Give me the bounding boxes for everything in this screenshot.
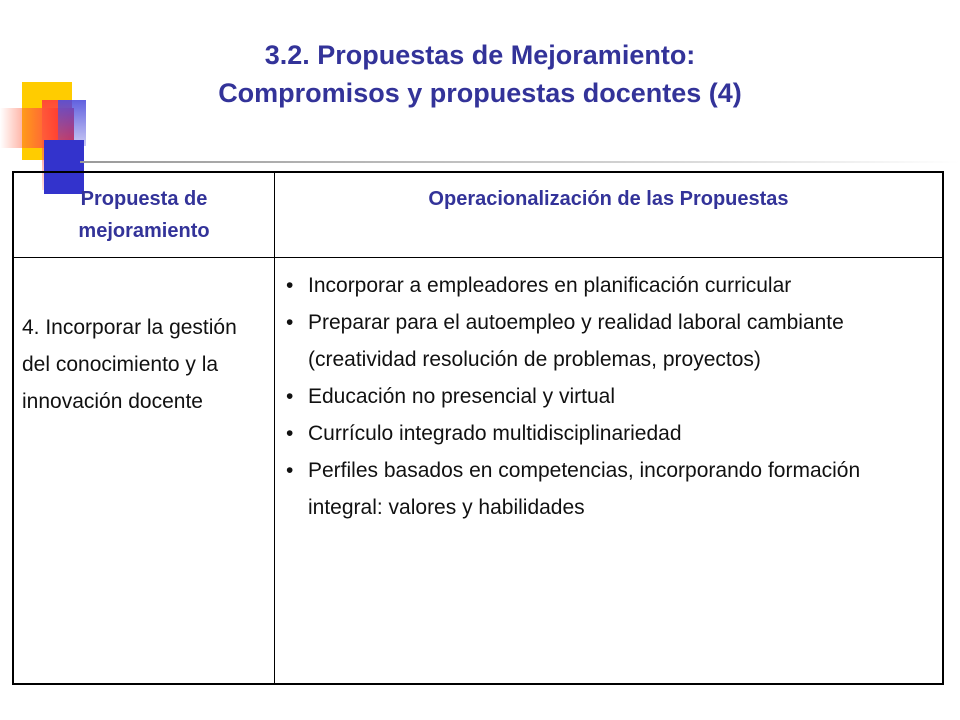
slide-title-line2: Compromisos y propuestas docentes (4) xyxy=(218,78,742,108)
list-item-text: Currículo integrado multidisciplinariedad xyxy=(308,422,682,445)
list-item xyxy=(286,415,931,452)
column-divider xyxy=(274,173,275,683)
bullet-icon: • xyxy=(286,459,294,482)
list-item xyxy=(286,267,931,304)
title-underline xyxy=(80,161,960,163)
list-item-text: Educación no presencial y virtual xyxy=(308,385,616,408)
header-operationalization: Operacionalización de las Propuestas xyxy=(428,188,789,210)
bullet-icon: • xyxy=(286,311,294,334)
list-item-text: Preparar para el autoempleo y realidad laboral cambiante (creatividad resolución de problemas, proyectos) xyxy=(308,311,844,371)
bullet-icon: • xyxy=(286,422,294,445)
header-divider xyxy=(14,257,942,258)
bullet-icon: • xyxy=(286,274,294,297)
proposals-table xyxy=(12,171,944,685)
slide-title-line1: 3.2. Propuestas de Mejoramiento: xyxy=(264,40,696,70)
list-item-text: Perfiles basados en competencias, incorporando formación integral: valores y habilidades xyxy=(308,459,861,519)
bullet-icon: • xyxy=(286,385,294,408)
list-item xyxy=(286,378,931,415)
operationalization-list xyxy=(286,267,931,526)
list-item-text: Incorporar a empleadores en planificación curricular xyxy=(308,274,792,297)
list-item xyxy=(286,304,931,378)
proposal-cell: 4. Incorporar la gestión del conocimiento y la innovación docente xyxy=(22,316,237,413)
slide-title xyxy=(100,36,860,112)
header-proposal: Propuesta de mejoramiento xyxy=(78,188,210,242)
list-item xyxy=(286,452,931,526)
